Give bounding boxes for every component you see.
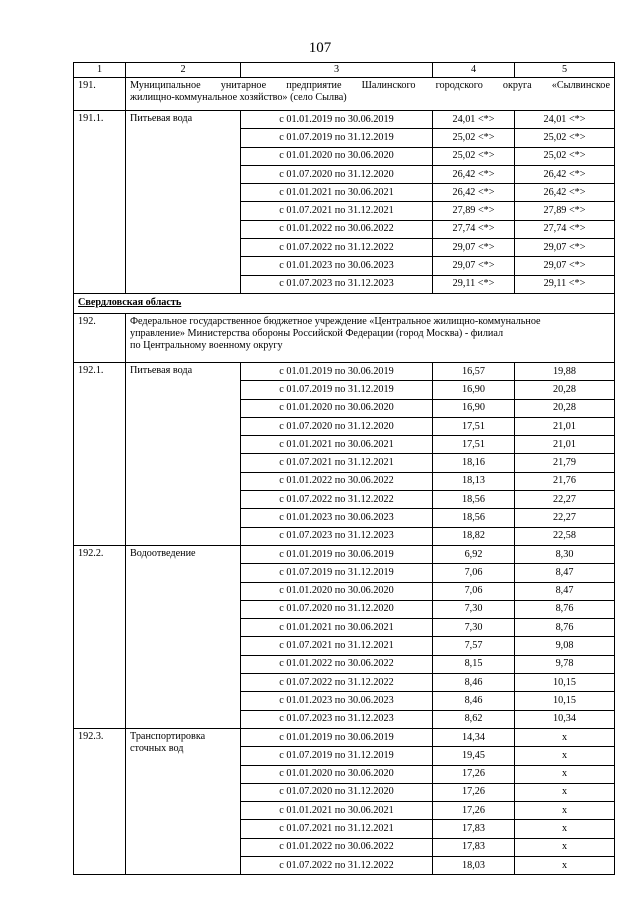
period-cell: с 01.01.2021 по 30.06.2021 bbox=[241, 436, 433, 454]
service-name bbox=[126, 111, 241, 294]
tariff-value-cell: 7,06 bbox=[433, 582, 515, 600]
tariff-value-cell: 22,27 bbox=[515, 509, 615, 527]
tariff-value-cell: 17,26 bbox=[433, 802, 515, 820]
period-cell: с 01.01.2023 по 30.06.2023 bbox=[241, 692, 433, 710]
item-number: 191. bbox=[74, 78, 126, 111]
tariff-table bbox=[73, 62, 615, 875]
tariff-value-cell: 8,30 bbox=[515, 545, 615, 563]
organization-name-line: по Центральному военному округу bbox=[130, 339, 283, 351]
service-name-line: сточных вод bbox=[130, 742, 184, 754]
tariff-value-cell: 21,01 bbox=[515, 417, 615, 435]
period-cell: с 01.01.2021 по 30.06.2021 bbox=[241, 184, 433, 202]
tariff-value-cell: 22,27 bbox=[515, 491, 615, 509]
period-cell: с 01.01.2022 по 30.06.2022 bbox=[241, 472, 433, 490]
tariff-value-cell: 18,56 bbox=[433, 509, 515, 527]
tariff-value-cell: 29,11 <*> bbox=[433, 275, 515, 293]
tariff-value-cell: x bbox=[515, 765, 615, 783]
item-number: 192. bbox=[74, 313, 126, 362]
period-cell: с 01.01.2020 по 30.06.2020 bbox=[241, 582, 433, 600]
column-number: 2 bbox=[126, 63, 241, 78]
period-cell: с 01.07.2022 по 31.12.2022 bbox=[241, 491, 433, 509]
item-number: 192.3. bbox=[74, 728, 126, 874]
period-cell: с 01.01.2022 по 30.06.2022 bbox=[241, 838, 433, 856]
column-number: 5 bbox=[515, 63, 615, 78]
tariff-value-cell: 17,26 bbox=[433, 783, 515, 801]
tariff-value-cell: 19,88 bbox=[515, 362, 615, 380]
tariff-row bbox=[74, 728, 615, 746]
service-name-line: Транспортировка bbox=[130, 730, 206, 742]
tariff-value-cell: 21,76 bbox=[515, 472, 615, 490]
tariff-value-cell: 10,34 bbox=[515, 710, 615, 728]
tariff-value-cell: 25,02 <*> bbox=[515, 129, 615, 147]
tariff-value-cell: 18,13 bbox=[433, 472, 515, 490]
tariff-value-cell: 8,76 bbox=[515, 619, 615, 637]
organization-row-191 bbox=[74, 78, 615, 111]
tariff-value-cell: 26,42 <*> bbox=[433, 165, 515, 183]
tariff-value-cell: 16,57 bbox=[433, 362, 515, 380]
period-cell: с 01.07.2020 по 31.12.2020 bbox=[241, 600, 433, 618]
tariff-value-cell: 29,07 <*> bbox=[515, 239, 615, 257]
tariff-value-cell: 16,90 bbox=[433, 399, 515, 417]
tariff-value-cell: 29,07 <*> bbox=[433, 257, 515, 275]
period-cell: с 01.01.2023 по 30.06.2023 bbox=[241, 509, 433, 527]
tariff-value-cell: 18,16 bbox=[433, 454, 515, 472]
period-cell: с 01.01.2019 по 30.06.2019 bbox=[241, 728, 433, 746]
tariff-value-cell: 24,01 <*> bbox=[515, 111, 615, 129]
column-number: 1 bbox=[74, 63, 126, 78]
period-cell: с 01.01.2020 по 30.06.2020 bbox=[241, 399, 433, 417]
tariff-value-cell: 27,74 <*> bbox=[515, 220, 615, 238]
tariff-value-cell: 17,26 bbox=[433, 765, 515, 783]
tariff-value-cell: 10,15 bbox=[515, 692, 615, 710]
region-heading-cell bbox=[74, 293, 615, 313]
tariff-value-cell: 8,47 bbox=[515, 564, 615, 582]
tariff-value-cell: 9,08 bbox=[515, 637, 615, 655]
period-cell: с 01.01.2022 по 30.06.2022 bbox=[241, 655, 433, 673]
tariff-value-cell: 14,34 bbox=[433, 728, 515, 746]
tariff-value-cell: 20,28 bbox=[515, 399, 615, 417]
tariff-value-cell: 17,51 bbox=[433, 417, 515, 435]
tariff-value-cell: 25,02 <*> bbox=[433, 129, 515, 147]
period-cell: с 01.07.2022 по 31.12.2022 bbox=[241, 674, 433, 692]
period-cell: с 01.07.2021 по 31.12.2021 bbox=[241, 202, 433, 220]
period-cell: с 01.07.2023 по 31.12.2023 bbox=[241, 527, 433, 545]
tariff-value-cell: x bbox=[515, 856, 615, 874]
period-cell: с 01.07.2023 по 31.12.2023 bbox=[241, 275, 433, 293]
period-cell: с 01.01.2023 по 30.06.2023 bbox=[241, 257, 433, 275]
tariff-value-cell: 18,03 bbox=[433, 856, 515, 874]
period-cell: с 01.01.2019 по 30.06.2019 bbox=[241, 362, 433, 380]
period-cell: с 01.07.2022 по 31.12.2022 bbox=[241, 856, 433, 874]
tariff-value-cell: 27,74 <*> bbox=[433, 220, 515, 238]
tariff-value-cell: 7,57 bbox=[433, 637, 515, 655]
tariff-value-cell: 8,47 bbox=[515, 582, 615, 600]
tariff-value-cell: 21,01 bbox=[515, 436, 615, 454]
period-cell: с 01.07.2020 по 31.12.2020 bbox=[241, 783, 433, 801]
service-name bbox=[126, 362, 241, 545]
tariff-value-cell: 17,83 bbox=[433, 838, 515, 856]
tariff-value-cell: 7,06 bbox=[433, 564, 515, 582]
tariff-value-cell: 24,01 <*> bbox=[433, 111, 515, 129]
period-cell: с 01.07.2019 по 31.12.2019 bbox=[241, 129, 433, 147]
tariff-value-cell: 8,15 bbox=[433, 655, 515, 673]
organization-name-line: жилищно-коммунальное хозяйство» (село Сылва) bbox=[130, 92, 347, 103]
organization-name-line: управление» Министерства обороны Российской Федерации (город Москва) - филиал bbox=[130, 327, 504, 339]
tariff-value-cell: 22,58 bbox=[515, 527, 615, 545]
item-number: 192.1. bbox=[74, 362, 126, 545]
period-cell: с 01.07.2019 по 31.12.2019 bbox=[241, 564, 433, 582]
tariff-value-cell: x bbox=[515, 838, 615, 856]
tariff-value-cell: 9,78 bbox=[515, 655, 615, 673]
tariff-value-cell: x bbox=[515, 783, 615, 801]
tariff-value-cell: 27,89 <*> bbox=[433, 202, 515, 220]
period-cell: с 01.01.2021 по 30.06.2021 bbox=[241, 619, 433, 637]
organization-name bbox=[126, 78, 615, 111]
tariff-value-cell: x bbox=[515, 728, 615, 746]
tariff-value-cell: 25,02 <*> bbox=[433, 147, 515, 165]
tariff-value-cell: 29,07 <*> bbox=[433, 239, 515, 257]
service-name bbox=[126, 728, 241, 874]
column-number-row bbox=[74, 63, 615, 78]
period-cell: с 01.07.2020 по 31.12.2020 bbox=[241, 165, 433, 183]
tariff-row bbox=[74, 545, 615, 563]
page-number: 107 bbox=[308, 40, 332, 56]
period-cell: с 01.01.2019 по 30.06.2019 bbox=[241, 545, 433, 563]
period-cell: с 01.01.2020 по 30.06.2020 bbox=[241, 765, 433, 783]
tariff-value-cell: 7,30 bbox=[433, 619, 515, 637]
organization-name bbox=[126, 313, 615, 362]
tariff-value-cell: 8,46 bbox=[433, 674, 515, 692]
tariff-value-cell: 19,45 bbox=[433, 747, 515, 765]
period-cell: с 01.07.2020 по 31.12.2020 bbox=[241, 417, 433, 435]
tariff-value-cell: 26,42 <*> bbox=[515, 184, 615, 202]
service-name-line: Питьевая вода bbox=[130, 113, 193, 124]
tariff-value-cell: 8,46 bbox=[433, 692, 515, 710]
service-name-line: Водоотведение bbox=[130, 547, 196, 559]
service-name bbox=[126, 545, 241, 728]
tariff-value-cell: 29,07 <*> bbox=[515, 257, 615, 275]
period-cell: с 01.07.2019 по 31.12.2019 bbox=[241, 747, 433, 765]
region-row bbox=[74, 293, 615, 313]
tariff-value-cell: 8,62 bbox=[433, 710, 515, 728]
column-number: 4 bbox=[433, 63, 515, 78]
tariff-value-cell: 27,89 <*> bbox=[515, 202, 615, 220]
tariff-value-cell: 18,56 bbox=[433, 491, 515, 509]
service-name-line: Питьевая вода bbox=[130, 364, 193, 376]
region-heading: Свердловская область bbox=[78, 297, 182, 309]
period-cell: с 01.07.2021 по 31.12.2021 bbox=[241, 820, 433, 838]
tariff-value-cell: 18,82 bbox=[433, 527, 515, 545]
tariff-value-cell: x bbox=[515, 802, 615, 820]
tariff-value-cell: x bbox=[515, 820, 615, 838]
period-cell: с 01.07.2022 по 31.12.2022 bbox=[241, 239, 433, 257]
tariff-value-cell: 26,42 <*> bbox=[515, 165, 615, 183]
tariff-value-cell: 20,28 bbox=[515, 381, 615, 399]
item-number: 192.2. bbox=[74, 545, 126, 728]
period-cell: с 01.07.2019 по 31.12.2019 bbox=[241, 381, 433, 399]
tariff-value-cell: x bbox=[515, 747, 615, 765]
period-cell: с 01.01.2019 по 30.06.2019 bbox=[241, 111, 433, 129]
tariff-value-cell: 7,30 bbox=[433, 600, 515, 618]
column-number: 3 bbox=[241, 63, 433, 78]
tariff-value-cell: 17,83 bbox=[433, 820, 515, 838]
period-cell: с 01.07.2023 по 31.12.2023 bbox=[241, 710, 433, 728]
tariff-value-cell: 6,92 bbox=[433, 545, 515, 563]
period-cell: с 01.01.2020 по 30.06.2020 bbox=[241, 147, 433, 165]
tariff-value-cell: 10,15 bbox=[515, 674, 615, 692]
tariff-value-cell: 17,51 bbox=[433, 436, 515, 454]
tariff-value-cell: 8,76 bbox=[515, 600, 615, 618]
tariff-value-cell: 16,90 bbox=[433, 381, 515, 399]
tariff-row bbox=[74, 362, 615, 380]
tariff-value-cell: 29,11 <*> bbox=[515, 275, 615, 293]
organization-name-line: Федеральное государственное бюджетное учреждение «Центральное жилищно-коммунальное bbox=[130, 315, 541, 327]
period-cell: с 01.01.2022 по 30.06.2022 bbox=[241, 220, 433, 238]
organization-name-line: Муниципальное унитарное предприятие Шалинского городского округа «Сылвинское bbox=[130, 80, 610, 91]
tariff-value-cell: 26,42 <*> bbox=[433, 184, 515, 202]
period-cell: с 01.07.2021 по 31.12.2021 bbox=[241, 454, 433, 472]
tariff-value-cell: 21,79 bbox=[515, 454, 615, 472]
period-cell: с 01.01.2021 по 30.06.2021 bbox=[241, 802, 433, 820]
tariff-row bbox=[74, 111, 615, 129]
tariff-value-cell: 25,02 <*> bbox=[515, 147, 615, 165]
period-cell: с 01.07.2021 по 31.12.2021 bbox=[241, 637, 433, 655]
organization-row-192 bbox=[74, 313, 615, 362]
item-number: 191.1. bbox=[74, 111, 126, 294]
